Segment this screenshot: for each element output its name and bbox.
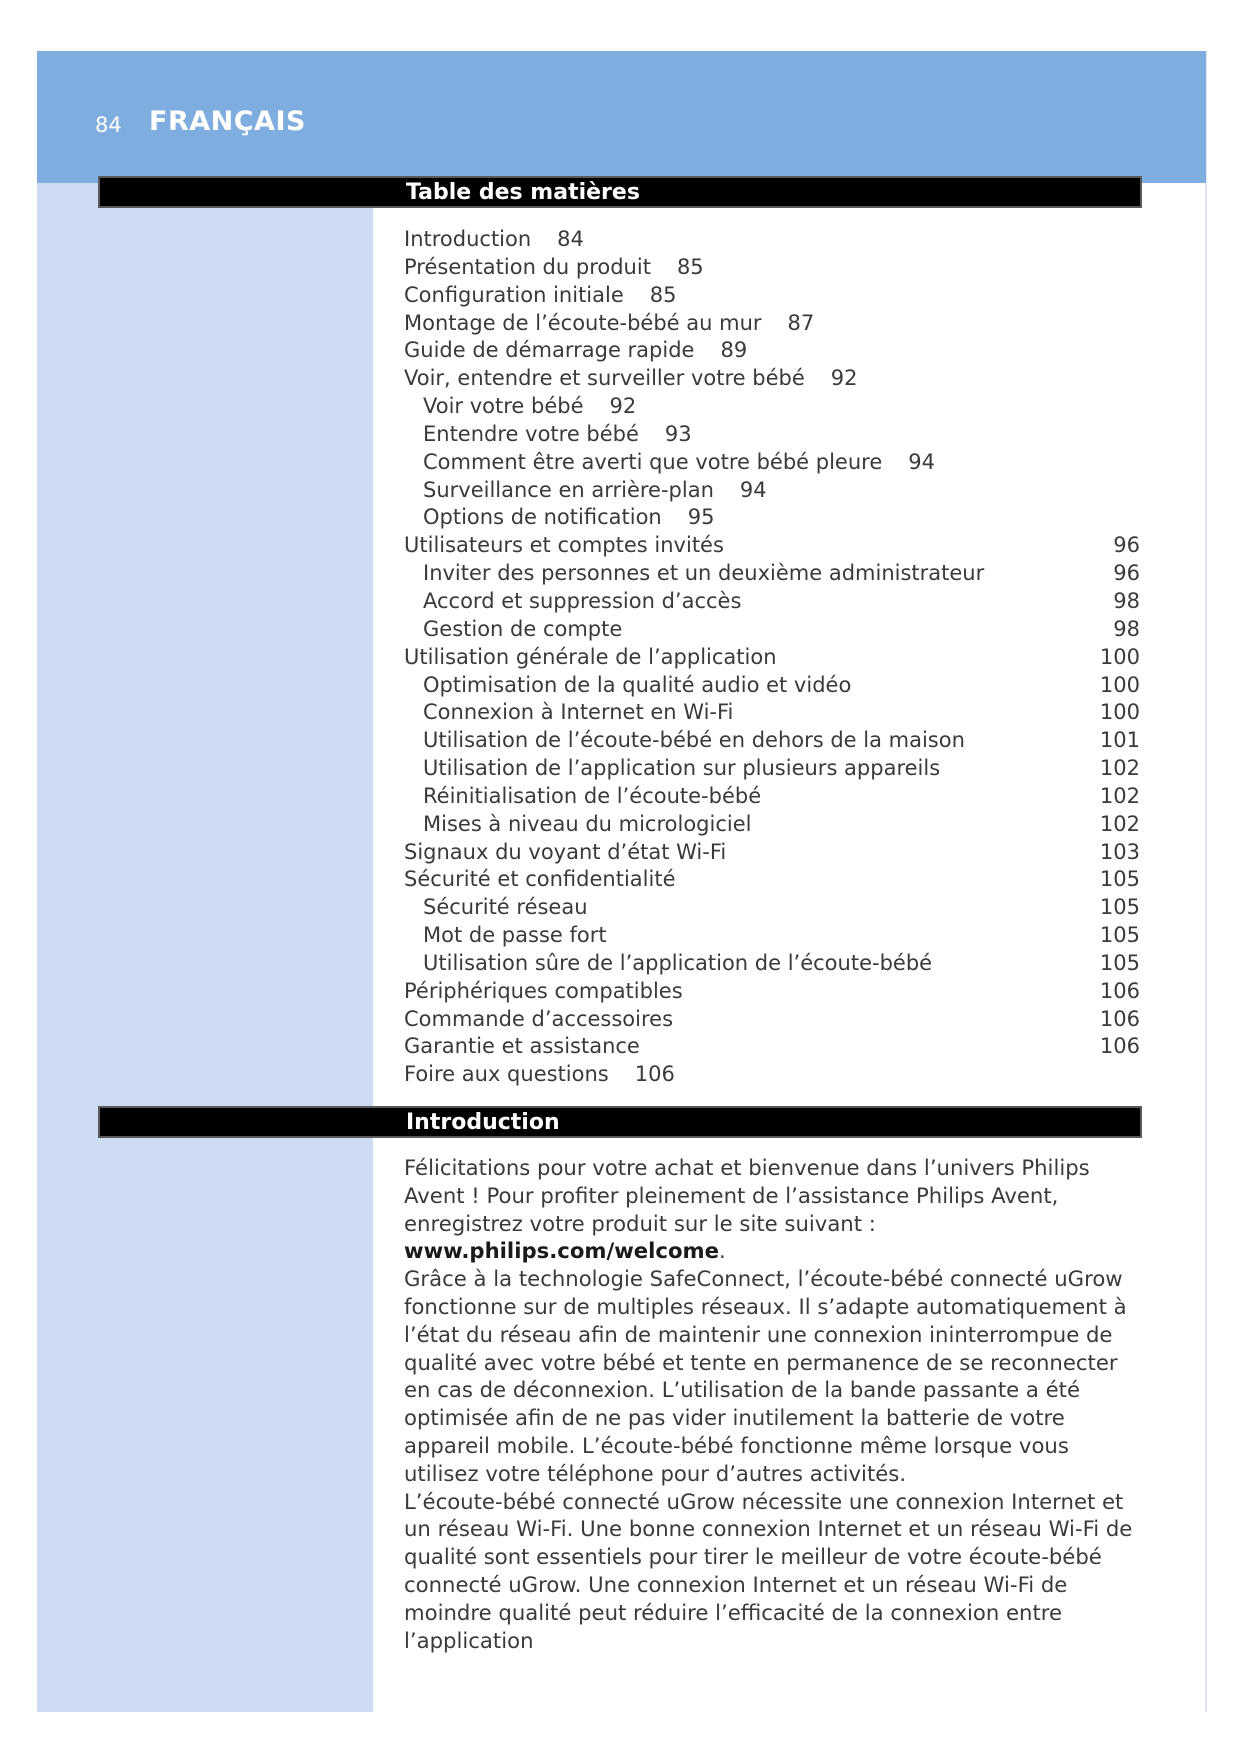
toc-entry-page: 106 [1099,978,1140,1003]
intro-section-bar [98,1106,1142,1138]
toc-entry-title: Voir votre bébé [423,394,584,419]
toc-entry-title: Optimisation de la qualité audio et vidéo [423,672,852,697]
toc-entry[interactable] [404,560,1144,588]
toc-entry-title: Connexion à Internet en Wi-Fi [423,700,734,725]
toc-entry[interactable] [404,839,1144,867]
toc-entry[interactable] [404,1033,1144,1061]
toc-entry[interactable] [404,727,1144,755]
toc-entry[interactable] [404,672,1144,700]
toc-entry[interactable] [404,282,1144,310]
toc-entry-title: Périphériques compatibles [404,978,683,1003]
toc-entry[interactable] [404,755,1144,783]
toc-entry-page: 105 [1099,867,1140,892]
toc-entry-page: 106 [1099,1034,1140,1059]
toc-entry[interactable] [404,950,1144,978]
toc-entry-page: 105 [1099,950,1140,975]
welcome-url-link[interactable]: www.philips.com/welcome [404,1238,719,1264]
intro-paragraph-2: Grâce à la technologie SafeConnect, l’écoute-bébé connecté uGrow fonctionne sur de multiples réseaux. Il s’adapte automatiquement à l’état du réseau afin de maintenir une connexion ininterrompue de qualité avec votre bébé et tente en permanence de se reconnecter en cas de déconnexion. L’utilisation de la bande passante a été optimisée afin de ne pas vider inutilement la batterie de votre appareil mobile. L’écoute-bébé fonctionne même lorsque vous utilisez votre téléphone pour d’autres activités. [404,1266,1127,1486]
toc-entry[interactable] [404,393,1144,421]
toc-entry-page: 93 [664,421,692,446]
toc-entry-title: Foire aux questions [404,1062,609,1087]
toc-entry-title: Entendre votre bébé [423,421,639,446]
toc-entry[interactable] [404,532,1144,560]
toc-entry-title: Commande d’accessoires [404,1006,674,1031]
toc-entry-title: Accord et suppression d’accès [423,588,742,613]
toc-entry-page: 85 [676,254,704,279]
toc-entry-title: Réinitialisation de l’écoute-bébé [423,783,762,808]
toc-entry-title: Utilisation générale de l’application [404,644,777,669]
language-title: FRANÇAIS [149,106,306,137]
toc-entry[interactable] [404,254,1144,282]
toc-entry-title: Sécurité et confidentialité [404,867,676,892]
toc-entry-page: 105 [1099,923,1140,948]
toc-entry-page: 98 [1113,616,1140,641]
side-column [37,183,373,1712]
toc-entry[interactable] [404,477,1144,505]
toc-entry[interactable] [404,783,1144,811]
toc-entry-title: Montage de l’écoute-bébé au mur [404,310,762,335]
page-number: 84 [95,113,122,137]
toc-entry-page: 102 [1099,783,1140,808]
toc-entry-page: 94 [908,449,935,474]
toc-entry[interactable] [404,978,1144,1006]
toc-entry-page: 100 [1099,700,1140,725]
toc-entry[interactable] [404,866,1144,894]
intro-paragraph-1 [404,1154,1144,1265]
toc-entry-title: Signaux du voyant d’état Wi-Fi [404,839,727,864]
toc-entry[interactable] [404,226,1144,254]
toc-entry-title: Comment être averti que votre bébé pleure [423,449,883,474]
toc-entry-title: Inviter des personnes et un deuxième administrateur [423,561,985,586]
toc-entry-page: 102 [1099,756,1140,781]
toc-entry-title: Garantie et assistance [404,1034,640,1059]
toc-entry-title: Utilisation de l’écoute-bébé en dehors de la maison [423,728,965,753]
toc-entry-title: Surveillance en arrière-plan [423,477,714,502]
toc-entry-title: Utilisation sûre de l’application de l’écoute-bébé [423,950,933,975]
toc-entry-page: 96 [1113,533,1140,558]
toc-entry[interactable] [404,310,1144,338]
toc-entry[interactable] [404,644,1144,672]
toc-entry-title: Guide de démarrage rapide [404,338,695,363]
toc-entry-title: Gestion de compte [423,616,623,641]
intro-section-title: Introduction [406,1110,560,1135]
toc-entry-page: 100 [1099,644,1140,669]
toc-entry[interactable] [404,922,1144,950]
toc-entry-title: Mises à niveau du micrologiciel [423,811,752,836]
toc-entry-page: 101 [1099,728,1140,753]
toc-entry-page: 100 [1099,672,1140,697]
toc-entry-page: 84 [557,227,584,251]
toc-entry-title: Configuration initiale [404,282,624,307]
toc-entry-title: Présentation du produit [404,254,651,279]
toc-entry[interactable] [404,504,1144,532]
toc-entry-title: Utilisateurs et comptes invités [404,533,724,558]
table-of-contents [404,226,1144,1089]
toc-entry-page: 96 [1113,561,1140,586]
toc-entry-page: 103 [1099,839,1140,864]
toc-entry-page: 95 [687,505,715,530]
toc-entry-page: 92 [609,394,637,419]
toc-entry-page: 87 [787,310,815,335]
toc-entry[interactable] [404,1061,1144,1089]
toc-entry-title: Utilisation de l’application sur plusieurs appareils [423,756,941,781]
toc-entry[interactable] [404,1006,1144,1034]
toc-entry-title: Sécurité réseau [423,895,588,920]
toc-entry-title: Voir, entendre et surveiller votre bébé [404,366,805,391]
toc-entry-page: 92 [830,366,858,391]
toc-section-title: Table des matières [406,180,640,205]
toc-entry[interactable] [404,421,1144,449]
toc-entry-page: 94 [739,477,767,502]
toc-entry-page: 98 [1113,588,1140,613]
toc-entry-title: Introduction [404,227,532,251]
toc-entry[interactable] [404,588,1144,616]
toc-entry[interactable] [404,449,1144,477]
intro-paragraph-3: L’écoute-bébé connecté uGrow nécessite une connexion Internet et un réseau Wi-Fi. Une bonne connexion Internet et un réseau Wi-Fi de qualité sont essentiels pour tirer le meilleur de votre écoute-bébé connecté uGrow. Une connexion Internet et un réseau Wi-Fi de moindre qualité peut réduire l’efficacité de la connexion entre l’application [404,1488,1133,1653]
toc-entry[interactable] [404,337,1144,365]
toc-entry-page: 85 [649,282,677,307]
intro-p1-text: Félicitations pour votre achat et bienvenue dans l’univers Philips Avent ! Pour profiter pleinement de l’assistance Philips Avent, enregistrez votre produit sur le site suivant : [404,1155,1090,1236]
toc-entry-page: 102 [1099,811,1140,836]
toc-entry-title: Mot de passe fort [423,923,607,948]
toc-entry[interactable] [404,365,1144,393]
toc-entry-title: Options de notification [423,505,662,530]
toc-entry[interactable] [404,811,1144,839]
intro-text [404,1154,1144,1654]
intro-p1-end: . [718,1238,726,1264]
toc-entry[interactable] [404,616,1144,644]
toc-entry-page: 105 [1099,895,1140,920]
toc-entry-page: 89 [720,338,748,363]
toc-entry[interactable] [404,699,1144,727]
toc-section-bar [98,176,1142,208]
toc-entry[interactable] [404,894,1144,922]
toc-entry-page: 106 [634,1062,675,1087]
toc-entry-page: 106 [1099,1006,1140,1031]
